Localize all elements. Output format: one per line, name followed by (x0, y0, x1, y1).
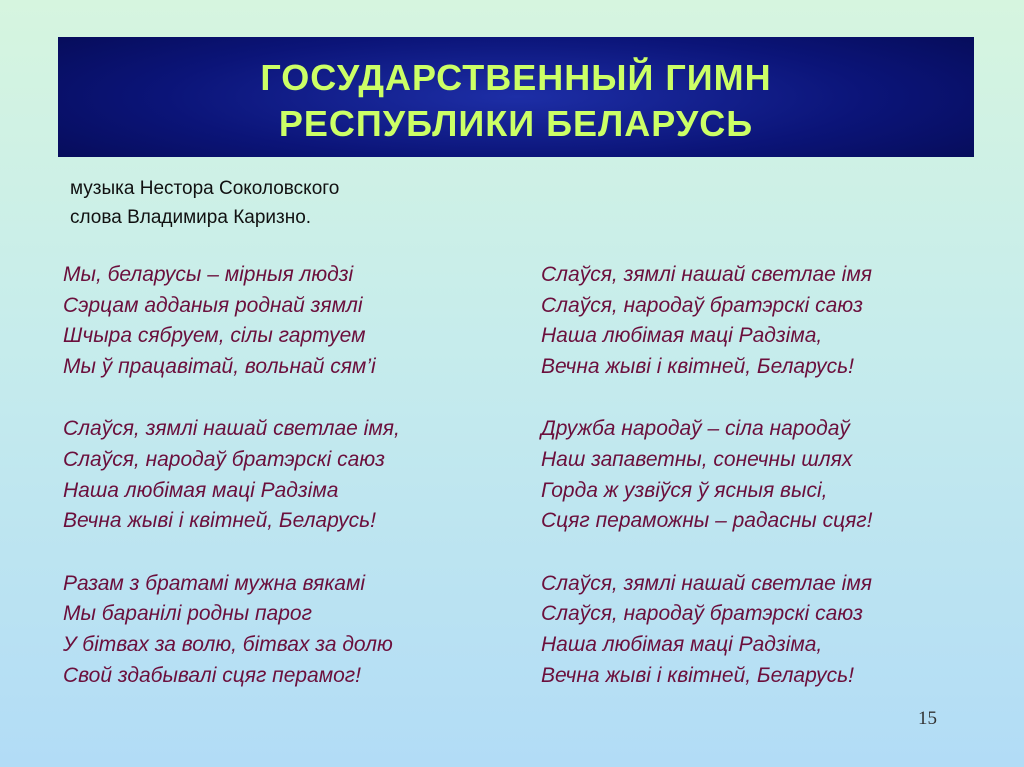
verse-line: Вечна жыві і квітней, Беларусь! (541, 354, 854, 378)
title-line-1: ГОСУДАРСТВЕННЫЙ ГИМН (260, 57, 772, 98)
title-banner (58, 37, 974, 157)
verse-line: Слаўся, народаў братэрскі саюз (541, 293, 863, 317)
stanza (63, 260, 400, 382)
stanza (541, 414, 873, 536)
stanza (63, 569, 400, 691)
verse-line: Мы баранілі родны парог (63, 602, 312, 626)
verse-line: Дружба народаў – сіла народаў (541, 417, 850, 441)
verse-line: Слаўся, зямлі нашай светлае імя, (63, 417, 400, 441)
verse-line: Слаўся, зямлі нашай светлае імя (541, 571, 872, 595)
verse-line: Слаўся, народаў братэрскі саюз (63, 447, 385, 471)
credits (70, 174, 339, 232)
verse-line: Свой здабывалі сцяг перамог! (63, 663, 361, 687)
verse-line: Слаўся, зямлі нашай светлае імя (541, 263, 872, 286)
verse-line: Сцяг пераможны – радасны сцяг! (541, 509, 873, 533)
verse-line: Сэрцам адданыя роднай зямлі (63, 293, 363, 317)
title-line-2: РЕСПУБЛИКИ БЕЛАРУСЬ (278, 103, 754, 144)
stanza (541, 569, 873, 691)
verse-line: Наша любімая маці Радзіма (63, 478, 339, 502)
verse-line: Шчыра сябруем, сілы гартуем (63, 324, 366, 348)
words-credit: слова Владимира Каризно. (70, 207, 312, 228)
stanza (63, 414, 400, 536)
verse-line: Наша любімая маці Радзіма, (541, 632, 823, 656)
verse-line: Мы ў працавітай, вольнай сям’і (63, 354, 376, 378)
verse-line: Вечна жыві і квітней, Беларусь! (63, 509, 376, 533)
verse-line: Наш запаветны, сонечны шлях (541, 447, 853, 471)
verse-line: Мы, беларусы – мірныя людзі (63, 263, 354, 286)
verse-column-left (63, 260, 400, 723)
verse-line: Слаўся, народаў братэрскі саюз (541, 602, 863, 626)
verse-line: Вечна жыві і квітней, Беларусь! (541, 663, 854, 687)
verse-line: Горда ж узвіўся ў ясныя высі, (541, 478, 828, 502)
verse-line: У бітвах за волю, бітвах за долю (63, 632, 393, 656)
page-number: 15 (918, 708, 937, 729)
verse-column-right (541, 260, 873, 723)
verse-line: Наша любімая маці Радзіма, (541, 324, 823, 348)
music-credit: музыка Нестора Соколовского (70, 178, 340, 199)
stanza (541, 260, 873, 382)
verse-line: Разам з братамі мужна вякамі (63, 571, 366, 595)
